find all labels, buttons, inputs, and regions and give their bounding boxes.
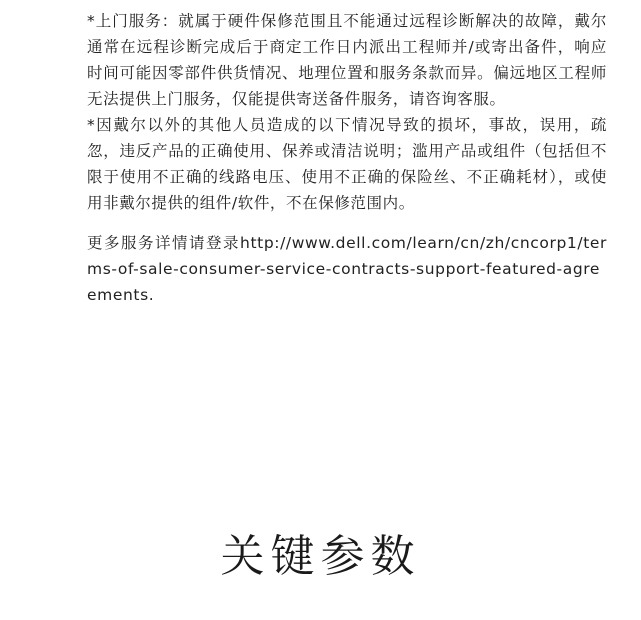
warranty-exclusions-note: *因戴尔以外的其他人员造成的以下情况导致的损坏，事故，误用，疏忽，违反产品的正确使用、保养或清洁说明；滥用产品或组件（包括但不限于使用不正确的线路电压、使用不正确的保险丝、不正确耗材），或使用非戴尔提供的组件/软件，不在保修范围内。 [87,116,607,212]
section-title-key-parameters: 关键参数 [220,531,421,582]
onsite-service-note: *上门服务：就属于硬件保修范围且不能通过远程诊断解决的故障，戴尔通常在远程诊断完成后于商定工作日内派出工程师并/或寄出备件，响应时间可能因零部件供货情况、地理位置和服务条款而异。偏远地区工程师无法提供上门服务，仅能提供寄送备件服务，请咨询客服。 [87,12,607,108]
warranty-notes [87,8,607,308]
more-info-note: 更多服务详情请登录http://www.dell.com/learn/cn/zh/cncorp1/terms-of-sale-consumer-service-contracts-support-featured-agreements. [87,234,607,304]
